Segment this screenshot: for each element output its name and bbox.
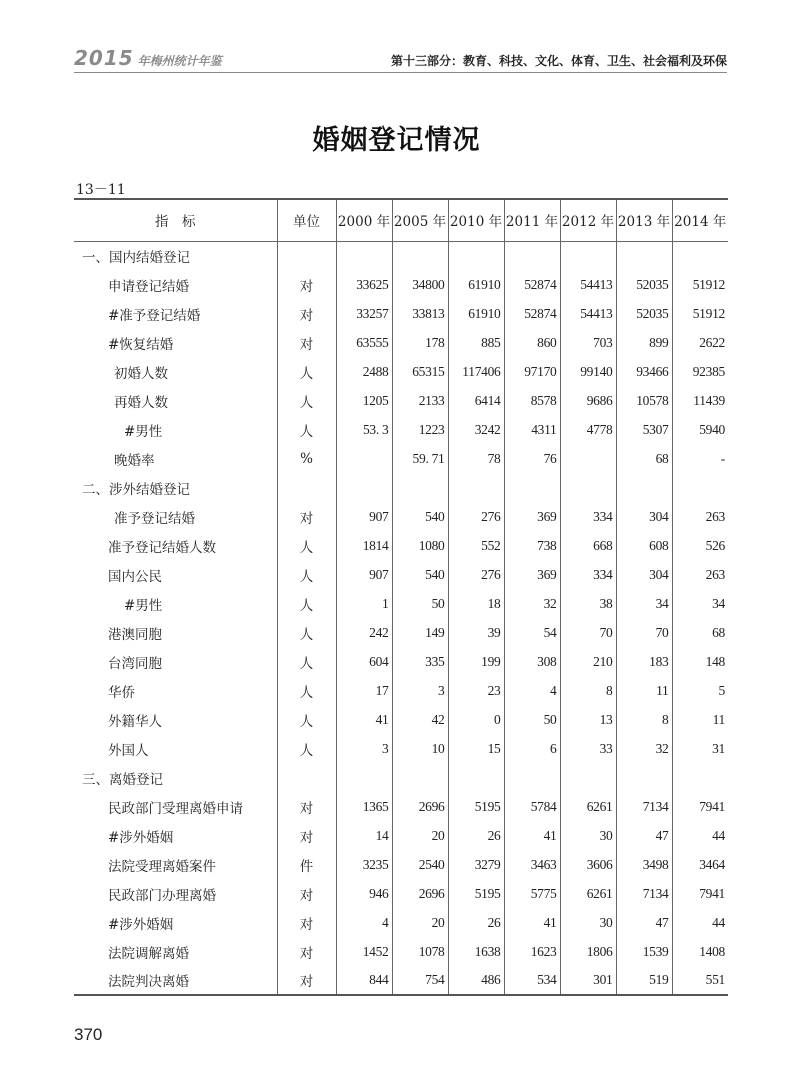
unit-cell: 对 — [277, 908, 336, 937]
value-cell: 0 — [448, 705, 504, 734]
value-cell: 34 — [672, 589, 728, 618]
value-cell: 92385 — [672, 357, 728, 386]
column-header-year: 2000 年 — [336, 199, 392, 241]
value-cell: 703 — [560, 328, 616, 357]
unit-cell: % — [277, 444, 336, 473]
value-cell — [392, 763, 448, 792]
indicator-label: #男性 — [124, 597, 163, 614]
section-row — [74, 241, 728, 270]
value-cell — [672, 473, 728, 502]
unit-cell: 对 — [277, 937, 336, 966]
value-cell: 10578 — [616, 386, 672, 415]
indicator-label: 法院调解离婚 — [108, 945, 189, 962]
value-cell: 263 — [672, 560, 728, 589]
value-cell: 6261 — [560, 792, 616, 821]
value-cell: 10 — [392, 734, 448, 763]
value-cell: 52874 — [504, 270, 560, 299]
value-cell: 551 — [672, 966, 728, 995]
indicator-label: 港澳同胞 — [108, 626, 162, 643]
yearbook-name: 年梅州统计年鉴 — [137, 54, 222, 68]
value-cell — [672, 763, 728, 792]
value-cell — [560, 241, 616, 270]
value-cell: 519 — [616, 966, 672, 995]
section-title: 第十三部分：教育、科技、文化、体育、卫生、社会福利及环保 — [390, 54, 727, 68]
value-cell: 210 — [560, 647, 616, 676]
value-cell: 6 — [504, 734, 560, 763]
value-cell: 1080 — [392, 531, 448, 560]
value-cell: 5775 — [504, 879, 560, 908]
indicator-label: 国内公民 — [108, 568, 162, 585]
value-cell: 31 — [672, 734, 728, 763]
value-cell: 148 — [672, 647, 728, 676]
header-divider — [74, 72, 727, 73]
value-cell: 30 — [560, 908, 616, 937]
value-cell: 3 — [336, 734, 392, 763]
value-cell: 4778 — [560, 415, 616, 444]
value-cell: 6414 — [448, 386, 504, 415]
marriage-registration-table — [74, 198, 728, 996]
value-cell: 65315 — [392, 357, 448, 386]
value-cell: 70 — [560, 618, 616, 647]
value-cell: 8 — [616, 705, 672, 734]
unit-cell: 人 — [277, 734, 336, 763]
value-cell: 117406 — [448, 357, 504, 386]
value-cell: 30 — [560, 821, 616, 850]
value-cell: 76 — [504, 444, 560, 473]
value-cell: 2540 — [392, 850, 448, 879]
unit-cell: 人 — [277, 589, 336, 618]
value-cell — [448, 241, 504, 270]
value-cell: 1539 — [616, 937, 672, 966]
value-cell — [336, 444, 392, 473]
indicator-label: #男性 — [124, 423, 163, 440]
value-cell: 50 — [392, 589, 448, 618]
indicator-label: 一、国内结婚登记 — [82, 249, 190, 266]
value-cell: 7134 — [616, 792, 672, 821]
value-cell: 3464 — [672, 850, 728, 879]
value-cell: 5940 — [672, 415, 728, 444]
indicator-label: 再婚人数 — [114, 394, 168, 411]
value-cell: 47 — [616, 908, 672, 937]
value-cell: 68 — [672, 618, 728, 647]
value-cell: 263 — [672, 502, 728, 531]
value-cell — [672, 241, 728, 270]
value-cell: 44 — [672, 908, 728, 937]
value-cell: 486 — [448, 966, 504, 995]
value-cell: 199 — [448, 647, 504, 676]
value-cell: 242 — [336, 618, 392, 647]
value-cell: 860 — [504, 328, 560, 357]
table-row — [74, 705, 728, 734]
value-cell: 51912 — [672, 270, 728, 299]
value-cell: 1223 — [392, 415, 448, 444]
value-cell: 3463 — [504, 850, 560, 879]
table-row — [74, 328, 728, 357]
value-cell: 1638 — [448, 937, 504, 966]
value-cell: 5195 — [448, 792, 504, 821]
value-cell: 33813 — [392, 299, 448, 328]
unit-cell: 对 — [277, 270, 336, 299]
indicator-label: 民政部门办理离婚 — [108, 887, 216, 904]
unit-cell: 人 — [277, 618, 336, 647]
value-cell — [560, 473, 616, 502]
value-cell — [392, 241, 448, 270]
value-cell: 93466 — [616, 357, 672, 386]
unit-cell: 人 — [277, 705, 336, 734]
value-cell: 301 — [560, 966, 616, 995]
value-cell: 32 — [616, 734, 672, 763]
table-header-row — [74, 199, 728, 241]
value-cell: 61910 — [448, 299, 504, 328]
table-row — [74, 502, 728, 531]
unit-cell: 人 — [277, 357, 336, 386]
value-cell: 11 — [616, 676, 672, 705]
value-cell: 54 — [504, 618, 560, 647]
value-cell: 1408 — [672, 937, 728, 966]
value-cell: 17 — [336, 676, 392, 705]
value-cell: 899 — [616, 328, 672, 357]
value-cell: 11439 — [672, 386, 728, 415]
value-cell: 5784 — [504, 792, 560, 821]
value-cell: 8 — [560, 676, 616, 705]
value-cell — [336, 473, 392, 502]
value-cell: 276 — [448, 502, 504, 531]
value-cell: 604 — [336, 647, 392, 676]
table-row — [74, 589, 728, 618]
page-number: 370 — [74, 1025, 103, 1044]
indicator-label: 晚婚率 — [114, 452, 155, 469]
table-row — [74, 966, 728, 995]
value-cell: 52874 — [504, 299, 560, 328]
value-cell: 32 — [504, 589, 560, 618]
value-cell: 47 — [616, 821, 672, 850]
table-row — [74, 676, 728, 705]
value-cell: 3279 — [448, 850, 504, 879]
unit-cell: 人 — [277, 676, 336, 705]
value-cell: 78 — [448, 444, 504, 473]
unit-cell: 对 — [277, 299, 336, 328]
indicator-label: 民政部门受理离婚申请 — [108, 800, 243, 817]
value-cell: 276 — [448, 560, 504, 589]
value-cell: 2696 — [392, 792, 448, 821]
value-cell — [560, 444, 616, 473]
table-row — [74, 647, 728, 676]
value-cell: 15 — [448, 734, 504, 763]
column-header-year: 2014 年 — [672, 199, 728, 241]
value-cell: 1365 — [336, 792, 392, 821]
value-cell: 34 — [616, 589, 672, 618]
value-cell: - — [672, 444, 728, 473]
value-cell: 39 — [448, 618, 504, 647]
value-cell: 38 — [560, 589, 616, 618]
value-cell: 13 — [560, 705, 616, 734]
value-cell: 3498 — [616, 850, 672, 879]
value-cell: 41 — [336, 705, 392, 734]
table-row — [74, 415, 728, 444]
unit-cell: 对 — [277, 328, 336, 357]
indicator-label: 三、离婚登记 — [82, 771, 163, 788]
column-header-year: 2011 年 — [504, 199, 560, 241]
table-row — [74, 937, 728, 966]
value-cell: 8578 — [504, 386, 560, 415]
unit-cell: 人 — [277, 415, 336, 444]
value-cell: 4 — [336, 908, 392, 937]
value-cell — [392, 473, 448, 502]
value-cell: 304 — [616, 560, 672, 589]
value-cell: 2696 — [392, 879, 448, 908]
value-cell: 11 — [672, 705, 728, 734]
indicator-label: 准予登记结婚 — [114, 510, 195, 527]
value-cell — [616, 473, 672, 502]
value-cell: 5 — [672, 676, 728, 705]
value-cell: 5195 — [448, 879, 504, 908]
table-row — [74, 444, 728, 473]
value-cell: 2488 — [336, 357, 392, 386]
value-cell: 51912 — [672, 299, 728, 328]
value-cell — [448, 473, 504, 502]
table-row — [74, 908, 728, 937]
column-header-indicator: 指 标 — [74, 199, 277, 241]
unit-cell: 人 — [277, 647, 336, 676]
value-cell — [336, 763, 392, 792]
value-cell: 97170 — [504, 357, 560, 386]
column-header-year: 2010 年 — [448, 199, 504, 241]
value-cell: 44 — [672, 821, 728, 850]
value-cell — [616, 763, 672, 792]
table-row — [74, 821, 728, 850]
value-cell: 1205 — [336, 386, 392, 415]
value-cell: 33 — [560, 734, 616, 763]
indicator-label: 外籍华人 — [108, 713, 162, 730]
value-cell: 42 — [392, 705, 448, 734]
value-cell: 907 — [336, 502, 392, 531]
table-row — [74, 850, 728, 879]
value-cell: 4311 — [504, 415, 560, 444]
indicator-label: 法院判决离婚 — [108, 974, 189, 990]
value-cell: 26 — [448, 908, 504, 937]
value-cell: 946 — [336, 879, 392, 908]
value-cell — [448, 763, 504, 792]
value-cell: 54413 — [560, 270, 616, 299]
value-cell: 183 — [616, 647, 672, 676]
unit-cell — [277, 241, 336, 270]
value-cell: 1814 — [336, 531, 392, 560]
table-row — [74, 386, 728, 415]
value-cell — [336, 241, 392, 270]
value-cell: 1 — [336, 589, 392, 618]
value-cell: 3242 — [448, 415, 504, 444]
value-cell — [616, 241, 672, 270]
value-cell: 608 — [616, 531, 672, 560]
value-cell: 41 — [504, 821, 560, 850]
value-cell: 304 — [616, 502, 672, 531]
column-header-year: 2005 年 — [392, 199, 448, 241]
value-cell: 3235 — [336, 850, 392, 879]
unit-cell: 件 — [277, 850, 336, 879]
value-cell: 68 — [616, 444, 672, 473]
value-cell: 61910 — [448, 270, 504, 299]
value-cell: 334 — [560, 560, 616, 589]
unit-cell: 对 — [277, 879, 336, 908]
value-cell: 2622 — [672, 328, 728, 357]
value-cell: 6261 — [560, 879, 616, 908]
value-cell: 53. 3 — [336, 415, 392, 444]
value-cell: 4 — [504, 676, 560, 705]
value-cell: 1623 — [504, 937, 560, 966]
table-row — [74, 531, 728, 560]
value-cell: 1452 — [336, 937, 392, 966]
page-title: 婚姻登记情况 — [312, 125, 481, 156]
table-row — [74, 792, 728, 821]
unit-cell: 对 — [277, 821, 336, 850]
table-row — [74, 734, 728, 763]
value-cell — [504, 473, 560, 502]
value-cell: 50 — [504, 705, 560, 734]
value-cell: 534 — [504, 966, 560, 995]
indicator-label: 二、涉外结婚登记 — [82, 481, 190, 498]
value-cell: 33257 — [336, 299, 392, 328]
value-cell: 18 — [448, 589, 504, 618]
indicator-label: 台湾同胞 — [108, 655, 162, 672]
column-header-year: 2012 年 — [560, 199, 616, 241]
value-cell: 540 — [392, 560, 448, 589]
table-row — [74, 357, 728, 386]
value-cell: 369 — [504, 560, 560, 589]
value-cell: 552 — [448, 531, 504, 560]
yearbook-year: 2015 — [74, 46, 134, 70]
value-cell: 1078 — [392, 937, 448, 966]
value-cell: 335 — [392, 647, 448, 676]
value-cell — [504, 241, 560, 270]
value-cell: 1806 — [560, 937, 616, 966]
indicator-label: #准予登记结婚 — [108, 307, 201, 324]
value-cell: 738 — [504, 531, 560, 560]
unit-cell: 人 — [277, 531, 336, 560]
section-row — [74, 473, 728, 502]
value-cell: 52035 — [616, 299, 672, 328]
value-cell: 41 — [504, 908, 560, 937]
indicator-label: 初婚人数 — [114, 365, 168, 382]
value-cell: 3606 — [560, 850, 616, 879]
table-row — [74, 299, 728, 328]
value-cell — [504, 763, 560, 792]
value-cell: 26 — [448, 821, 504, 850]
value-cell: 540 — [392, 502, 448, 531]
table-row — [74, 560, 728, 589]
unit-cell: 对 — [277, 792, 336, 821]
value-cell: 149 — [392, 618, 448, 647]
value-cell: 20 — [392, 908, 448, 937]
value-cell: 59. 71 — [392, 444, 448, 473]
value-cell: 9686 — [560, 386, 616, 415]
value-cell: 178 — [392, 328, 448, 357]
indicator-label: #恢复结婚 — [108, 336, 174, 353]
indicator-label: #涉外婚姻 — [108, 916, 174, 933]
value-cell: 20 — [392, 821, 448, 850]
value-cell: 63555 — [336, 328, 392, 357]
value-cell: 2133 — [392, 386, 448, 415]
value-cell: 308 — [504, 647, 560, 676]
value-cell: 7134 — [616, 879, 672, 908]
table-row — [74, 270, 728, 299]
value-cell: 70 — [616, 618, 672, 647]
yearbook-logo — [74, 46, 222, 70]
unit-cell — [277, 473, 336, 502]
value-cell: 7941 — [672, 879, 728, 908]
value-cell — [560, 763, 616, 792]
column-header-year: 2013 年 — [616, 199, 672, 241]
indicator-label: 申请登记结婚 — [108, 278, 189, 295]
section-row — [74, 763, 728, 792]
value-cell: 52035 — [616, 270, 672, 299]
value-cell: 5307 — [616, 415, 672, 444]
value-cell: 34800 — [392, 270, 448, 299]
indicator-label: 准予登记结婚人数 — [108, 539, 216, 556]
value-cell: 33625 — [336, 270, 392, 299]
table-row — [74, 618, 728, 647]
value-cell: 334 — [560, 502, 616, 531]
value-cell: 668 — [560, 531, 616, 560]
value-cell: 844 — [336, 966, 392, 995]
unit-cell: 人 — [277, 560, 336, 589]
value-cell: 3 — [392, 676, 448, 705]
value-cell: 369 — [504, 502, 560, 531]
value-cell: 14 — [336, 821, 392, 850]
value-cell: 23 — [448, 676, 504, 705]
value-cell: 754 — [392, 966, 448, 995]
value-cell: 907 — [336, 560, 392, 589]
column-header-unit: 单位 — [277, 199, 336, 241]
indicator-label: #涉外婚姻 — [108, 829, 174, 846]
value-cell: 7941 — [672, 792, 728, 821]
value-cell: 885 — [448, 328, 504, 357]
indicator-label: 法院受理离婚案件 — [108, 858, 216, 875]
table-row — [74, 879, 728, 908]
unit-cell — [277, 763, 336, 792]
unit-cell: 人 — [277, 386, 336, 415]
unit-cell: 对 — [277, 966, 336, 995]
indicator-label: 外国人 — [108, 742, 149, 759]
value-cell: 99140 — [560, 357, 616, 386]
table-number: 13－11 — [76, 182, 126, 198]
value-cell: 526 — [672, 531, 728, 560]
value-cell: 54413 — [560, 299, 616, 328]
unit-cell: 对 — [277, 502, 336, 531]
indicator-label: 华侨 — [108, 684, 135, 701]
